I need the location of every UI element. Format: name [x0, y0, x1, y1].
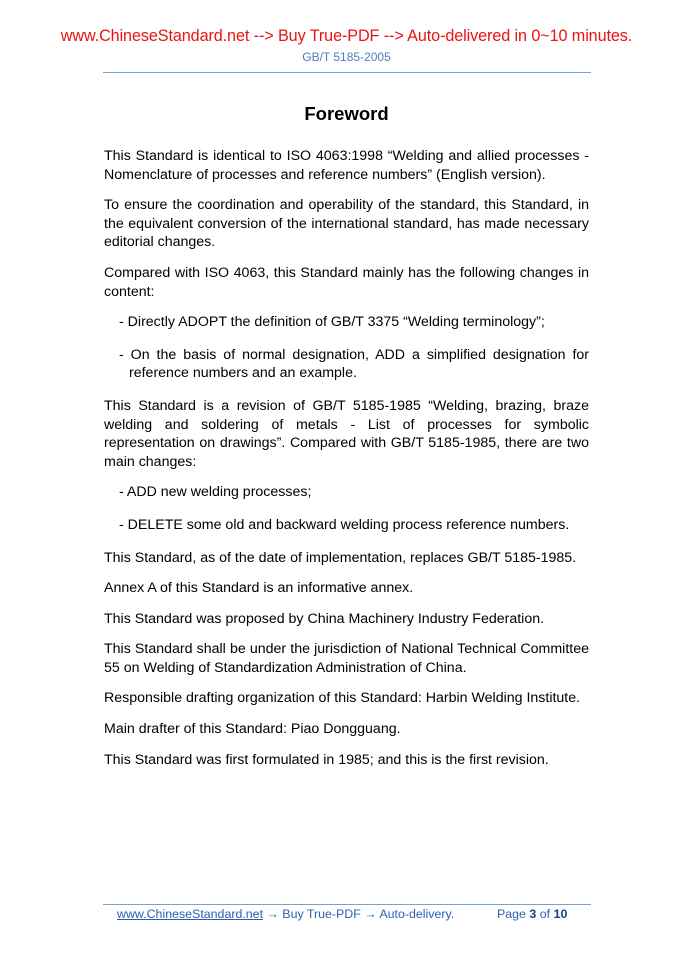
- list-item: - On the basis of normal designation, ADD a simplified designation for reference numbers and an example.: [119, 346, 589, 382]
- list-item: - DELETE some old and backward welding process reference numbers.: [119, 516, 570, 533]
- paragraph: Annex A of this Standard is an informative annex.: [104, 580, 414, 597]
- footer-text: → Buy True-PDF → Auto-delivery.: [263, 907, 455, 921]
- footer-divider: [103, 904, 591, 905]
- page-total: 10: [553, 907, 568, 921]
- list-item: - ADD new welding processes;: [119, 484, 312, 501]
- footer-link[interactable]: www.ChineseStandard.net: [117, 907, 264, 921]
- header-banner[interactable]: www.ChineseStandard.net --> Buy True-PDF --> Auto-delivered in 0~10 minutes.: [60, 27, 633, 45]
- list-item: - Directly ADOPT the definition of GB/T 3375 “Welding terminology”;: [119, 314, 545, 331]
- document-body: [104, 147, 589, 781]
- paragraph: This Standard was first formulated in 1985; and this is the first revision.: [104, 751, 549, 768]
- paragraph: This Standard, as of the date of implementation, replaces GB/T 5185-1985.: [104, 549, 577, 566]
- standard-code: GB/T 5185-2005: [302, 50, 391, 64]
- paragraph: To ensure the coordination and operability of the standard, this Standard, in the equivalent conversion of the international standard, has made necessary editorial changes.: [104, 197, 589, 251]
- paragraph: Responsible drafting organization of this Standard: Harbin Welding Institute.: [104, 690, 581, 707]
- page-label: Page: [497, 907, 526, 921]
- of-label: of: [539, 907, 551, 921]
- paragraph: Compared with ISO 4063, this Standard mainly has the following changes in content:: [104, 264, 589, 300]
- paragraph: This Standard is a revision of GB/T 5185-1985 “Welding, brazing, braze welding and soldering of metals - List of processes for symbolic representation on drawings”. Compared with GB/T 5185-1985, there are two main changes:: [104, 397, 589, 470]
- footer: [117, 907, 587, 921]
- page-title: Foreword: [304, 103, 389, 124]
- paragraph: This Standard was proposed by China Machinery Industry Federation.: [104, 610, 545, 627]
- header-divider: [103, 72, 591, 73]
- paragraph: Main drafter of this Standard: Piao Dongguang.: [104, 721, 401, 738]
- page-current: 3: [529, 907, 537, 921]
- paragraph: This Standard shall be under the jurisdiction of National Technical Committee 55 on Welding of Standardization Administration of China.: [104, 641, 589, 676]
- page-indicator: [497, 907, 567, 921]
- paragraph: This Standard is identical to ISO 4063:1998 “Welding and allied processes - Nomenclature of processes and reference numbers” (English version).: [104, 148, 589, 183]
